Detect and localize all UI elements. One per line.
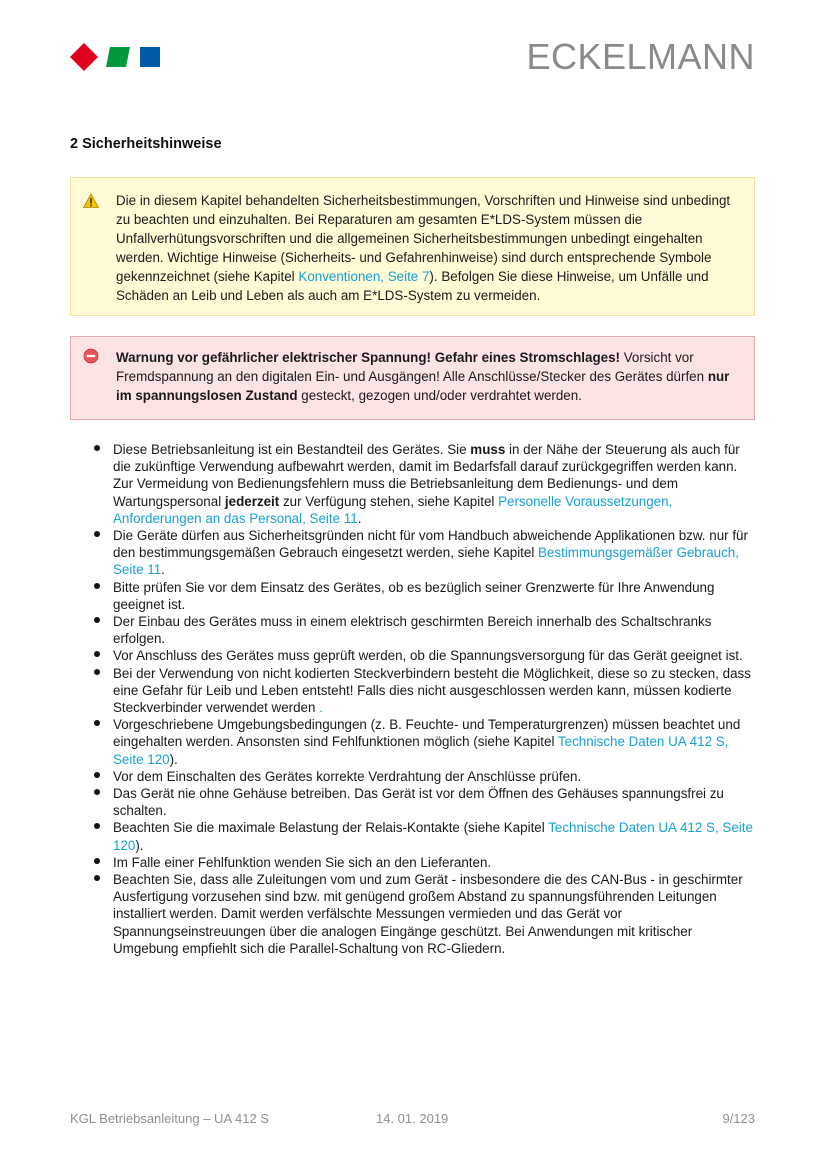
logo-blue-square [140, 47, 160, 67]
list-text: Beachten Sie die maximale Belastung der Relais-Kontakte (siehe Kapitel [113, 820, 549, 836]
note-text-part: ). Befolgen Sie diese Hinweise, um Unfälle und Schäden an Leib und Leben als auch am E*LDS-System zu vermeiden. [116, 269, 709, 303]
brand-wordmark: ECKELMANN [526, 36, 755, 77]
list-item: Vor Anschluss des Gerätes muss geprüft werden, ob die Spannungsversorgung für das Gerät geeignet ist. [70, 647, 760, 664]
logo-red-diamond [70, 43, 98, 71]
list-item: Das Gerät nie ohne Gehäuse betreiben. Das Gerät ist vor dem Öffnen des Gehäuses spannungsfrei zu schalten. [70, 785, 760, 819]
safety-note-box [70, 177, 755, 316]
warning-text-part: gesteckt, gezogen und/oder verdrahtet werden. [297, 388, 582, 403]
link-steckverbinder[interactable]: . [319, 700, 323, 716]
link-konventionen[interactable]: Konventionen, Seite 7 [298, 269, 430, 284]
list-text: zur Verfügung stehen, siehe Kapitel [279, 493, 499, 509]
logo-green-parallelogram [106, 47, 130, 67]
list-item [70, 819, 760, 853]
list-item: Vor dem Einschalten des Gerätes korrekte Verdrahtung der Anschlüsse prüfen. [70, 768, 760, 785]
warning-emphasis: nur im spannungslosen Zustand [116, 369, 730, 403]
list-emphasis: jederzeit [224, 493, 280, 509]
warning-headline: Warnung vor gefährlicher elektrischer Spannung! Gefahr eines Stromschlages! [116, 350, 621, 365]
list-emphasis: muss [470, 442, 506, 457]
list-item [70, 716, 760, 768]
footer-page-number: 9/123 [722, 1111, 755, 1126]
list-item [70, 441, 760, 527]
list-text: . [357, 510, 362, 526]
warning-text-part: Vorsicht vor Fremdspannung an den digitalen Ein- und Ausgängen! Alle Anschlüsse/Stecker des Gerätes dürfen [116, 350, 708, 384]
warning-triangle-icon [83, 193, 99, 209]
link-technische-daten[interactable]: Technische Daten UA 412 S, Seite 120 [113, 734, 729, 767]
list-text: ). [169, 751, 178, 767]
list-item: Der Einbau des Gerätes muss in einem elektrisch geschirmten Bereich innerhalb des Schaltschranks erfolgen. [70, 613, 760, 647]
link-personelle-voraussetzungen[interactable]: Personelle Voraussetzungen, Anforderungen an das Personal, Seite 11 [113, 493, 673, 526]
footer-document-title: KGL Betriebsanleitung – UA 412 S [70, 1111, 269, 1126]
footer-date: 14. 01. 2019 [376, 1111, 449, 1126]
list-item [70, 527, 760, 579]
eckelmann-logo [70, 41, 162, 73]
section-title: 2 Sicherheitshinweise [70, 136, 222, 152]
list-item [70, 665, 760, 717]
list-text: Vorgeschriebene Umgebungsbedingungen (z. B. Feuchte- und Temperaturgrenzen) müssen beachtet und eingehalten werden. Ansonsten sind Fehlfunktionen möglich (siehe Kapitel [113, 717, 741, 750]
list-text: . [161, 562, 165, 578]
link-technische-daten-relais[interactable]: Technische Daten UA 412 S, Seite 120 [113, 820, 753, 853]
stop-circle-icon [83, 348, 99, 364]
list-text: Bei der Verwendung von nicht kodierten Steckverbindern besteht die Möglichkeit, diese so zu stecken, dass eine Gefahr für Leib und Leben entsteht! Falls dies nicht ausgeschlossen werden kann, müssen kodierte Steckverbinder verwendet werden [113, 665, 751, 716]
list-item: Bitte prüfen Sie vor dem Einsatz des Gerätes, ob es bezüglich seiner Grenzwerte für Ihre Anwendung geeignet ist. [70, 579, 760, 613]
electric-warning-text [116, 348, 734, 405]
electric-warning-box [70, 336, 755, 420]
list-text: in der Nähe der Steuerung als auch für die zukünftige Verwendung aufbewahrt werden, damit im Bedarfsfall darauf zurückgegriffen werden kann. Zur Vermeidung von Bedienungsfehlern muss die Betriebsanleitung dem Bedienungs- und dem Wartungspersonal [113, 442, 740, 509]
list-item: Beachten Sie, dass alle Zuleitungen vom und zum Gerät - insbesondere die des CAN-Bus - in geschirmter Ausfertigung vorzusehen sind bzw. mit genügend großem Abstand zu spannungsführenden Leitungen installiert werden. Damit werden verfälschte Messungen vermieden und das Gerät vor Spannungseinstreuungen über die analogen Eingänge geschützt. Bei Anwendungen mit kritischer Umgebung empfiehlt sich die Parallel-Schaltung von RC-Gliedern. [70, 871, 760, 957]
link-bestimmungsgemaesser-gebrauch[interactable]: Bestimmungsgemäßer Gebrauch, Seite 11 [113, 545, 739, 578]
note-text-part: Die in diesem Kapitel behandelten Sicherheitsbestimmungen, Vorschriften und Hinweise sind unbedingt zu beachten und einzuhalten. Bei Reparaturen am gesamten E*LDS-System müssen die Unfallverhütungsvorschriften und die allgemeinen Sicherheitsbestimmungen unbedingt eingehalten werden. Wichtige Hinweise (Sicherheits- und Gefahrenhinweise) sind durch entsprechende Symbole gekennzeichnet (siehe Kapitel [116, 193, 731, 284]
list-item: Im Falle einer Fehlfunktion wenden Sie sich an den Lieferanten. [70, 854, 760, 871]
safety-rules-list [70, 441, 760, 957]
safety-note-text [116, 191, 734, 305]
list-text: ). [135, 837, 144, 853]
list-text: Diese Betriebsanleitung ist ein Bestandteil des Gerätes. Sie [113, 442, 471, 457]
list-text: Die Geräte dürfen aus Sicherheitsgründen nicht für vom Handbuch abweichende Applikationen bzw. nur für den bestimmungsgemäßen Gebrauch eingesetzt werden, siehe Kapitel [113, 528, 748, 561]
